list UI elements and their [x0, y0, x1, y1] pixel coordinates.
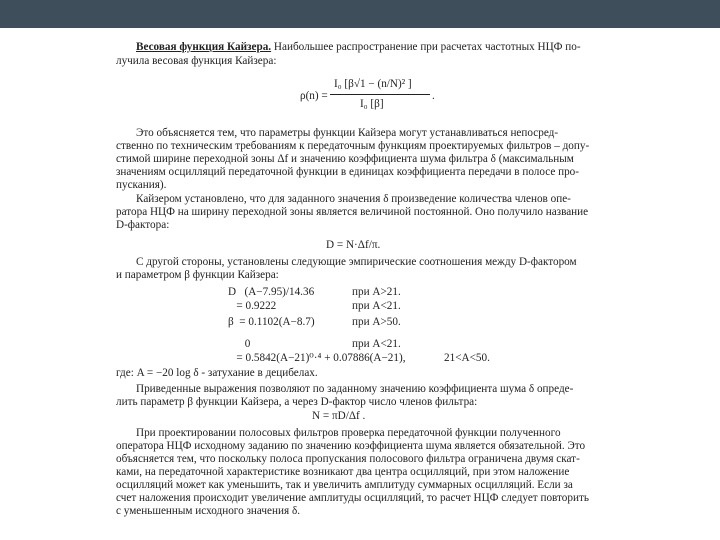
intro-text: Наибольшее распространение при расчетах частотных НЦФ по- — [271, 41, 581, 53]
para4-line-1: Приведенные выражения позволяют по заданному значению коэффициента шума δ опреде- — [136, 383, 574, 395]
para1-line-1: Это объясняется тем, что параметры функции Кайзера могут устанавливаться непосред- — [136, 127, 559, 139]
para1-line-4: значениям осцилляций передаточной функции в единицах коэффициента передачи в полосе про- — [116, 166, 579, 178]
para2-line-3: D-фактора: — [116, 219, 170, 231]
intro-line-1 — [136, 41, 581, 54]
d-row-expr: D (A−7.95)/14.36 — [228, 286, 315, 298]
para3-line-1: С другой стороны, установлены следующие эмпирические соотношения между D-фактором — [136, 256, 577, 268]
para5-line-4: ками, на передаточной характеристике возникают два центра осцилляций, при этом наложение — [116, 466, 570, 478]
para3-line-2: и параметром β функции Кайзера: — [116, 269, 279, 281]
d-row-cond: при A>21. — [352, 286, 401, 298]
beta-row-cond: 21<A<50. — [444, 352, 490, 364]
formula1-fraction-bar — [330, 94, 430, 95]
where-line: где: A = −20 log δ - затухание в децибелах. — [116, 367, 318, 379]
para5-line-6: счет наложения происходит увеличение амплитуды осцилляций, то расчет НЦФ следует повторить — [116, 492, 589, 504]
para5-line-7: с уменьшенным исходного значения δ. — [116, 505, 301, 517]
para2-line-1: Кайзером установлено, что для заданного значения δ произведение количества членов опе- — [136, 193, 571, 205]
para5-line-1: При проектировании полосовых фильтров проверка передаточной функции полученного — [136, 427, 561, 439]
para1-line-3: стимой ширине переходной зоны Δf и значению коэффициента шума фильтра δ (максимальным — [116, 153, 574, 165]
scanned-page — [90, 28, 650, 540]
para1-line-5: пускания). — [116, 179, 167, 191]
formula1-period: . — [432, 90, 435, 102]
beta-row-expr: = 0.5842(A−21)⁰·⁴ + 0.07886(A−21), — [228, 352, 406, 364]
section-heading: Весовая функция Кайзера. — [136, 41, 272, 53]
beta-row-expr: 0 — [228, 338, 251, 350]
beta-row-cond: при A<21. — [352, 338, 401, 350]
formula1-denominator: I₀ [β] — [360, 98, 384, 110]
para5-line-2: оператора НЦФ исходному заданию по значению коэффициента шума является обязательной. Это — [116, 440, 586, 452]
formula1-numerator: I₀ [β√1 − (n/N)² ] — [334, 78, 412, 90]
d-row-expr: = 0.9222 — [228, 300, 277, 312]
para5-line-5: осцилляций может как уменьшить, так и увеличить амплитуду суммарных осцилляций. Если за — [116, 479, 573, 491]
para5-line-3: объясняется тем, что поскольку полоса пропускания полосового фильтра ограничена двумя скат- — [116, 453, 580, 465]
para1-line-2: ственно по техническим требованиям к передаточным функциям проектируемых фильтров – допу- — [116, 140, 590, 152]
beta-row-expr: β = 0.1102(A−8.7) — [228, 316, 315, 328]
formula-d-factor: D = N·Δf/π. — [326, 239, 381, 251]
para4-line-2: лить параметр β функции Кайзера, а через D-фактор число членов фильтра: — [116, 396, 478, 408]
beta-row-cond: при A>50. — [352, 316, 401, 328]
formula-n-terms: N = πD/Δf . — [312, 410, 366, 422]
formula1-lhs: ρ(n) = — [300, 90, 328, 102]
intro-line-2: лучила весовая функция Кайзера: — [116, 55, 277, 67]
slide-top-band — [0, 0, 720, 28]
para2-line-2: ратора НЦФ на ширину переходной зоны является величиной постоянной. Оно получило название — [116, 206, 589, 218]
d-row-cond: при A<21. — [352, 300, 401, 312]
